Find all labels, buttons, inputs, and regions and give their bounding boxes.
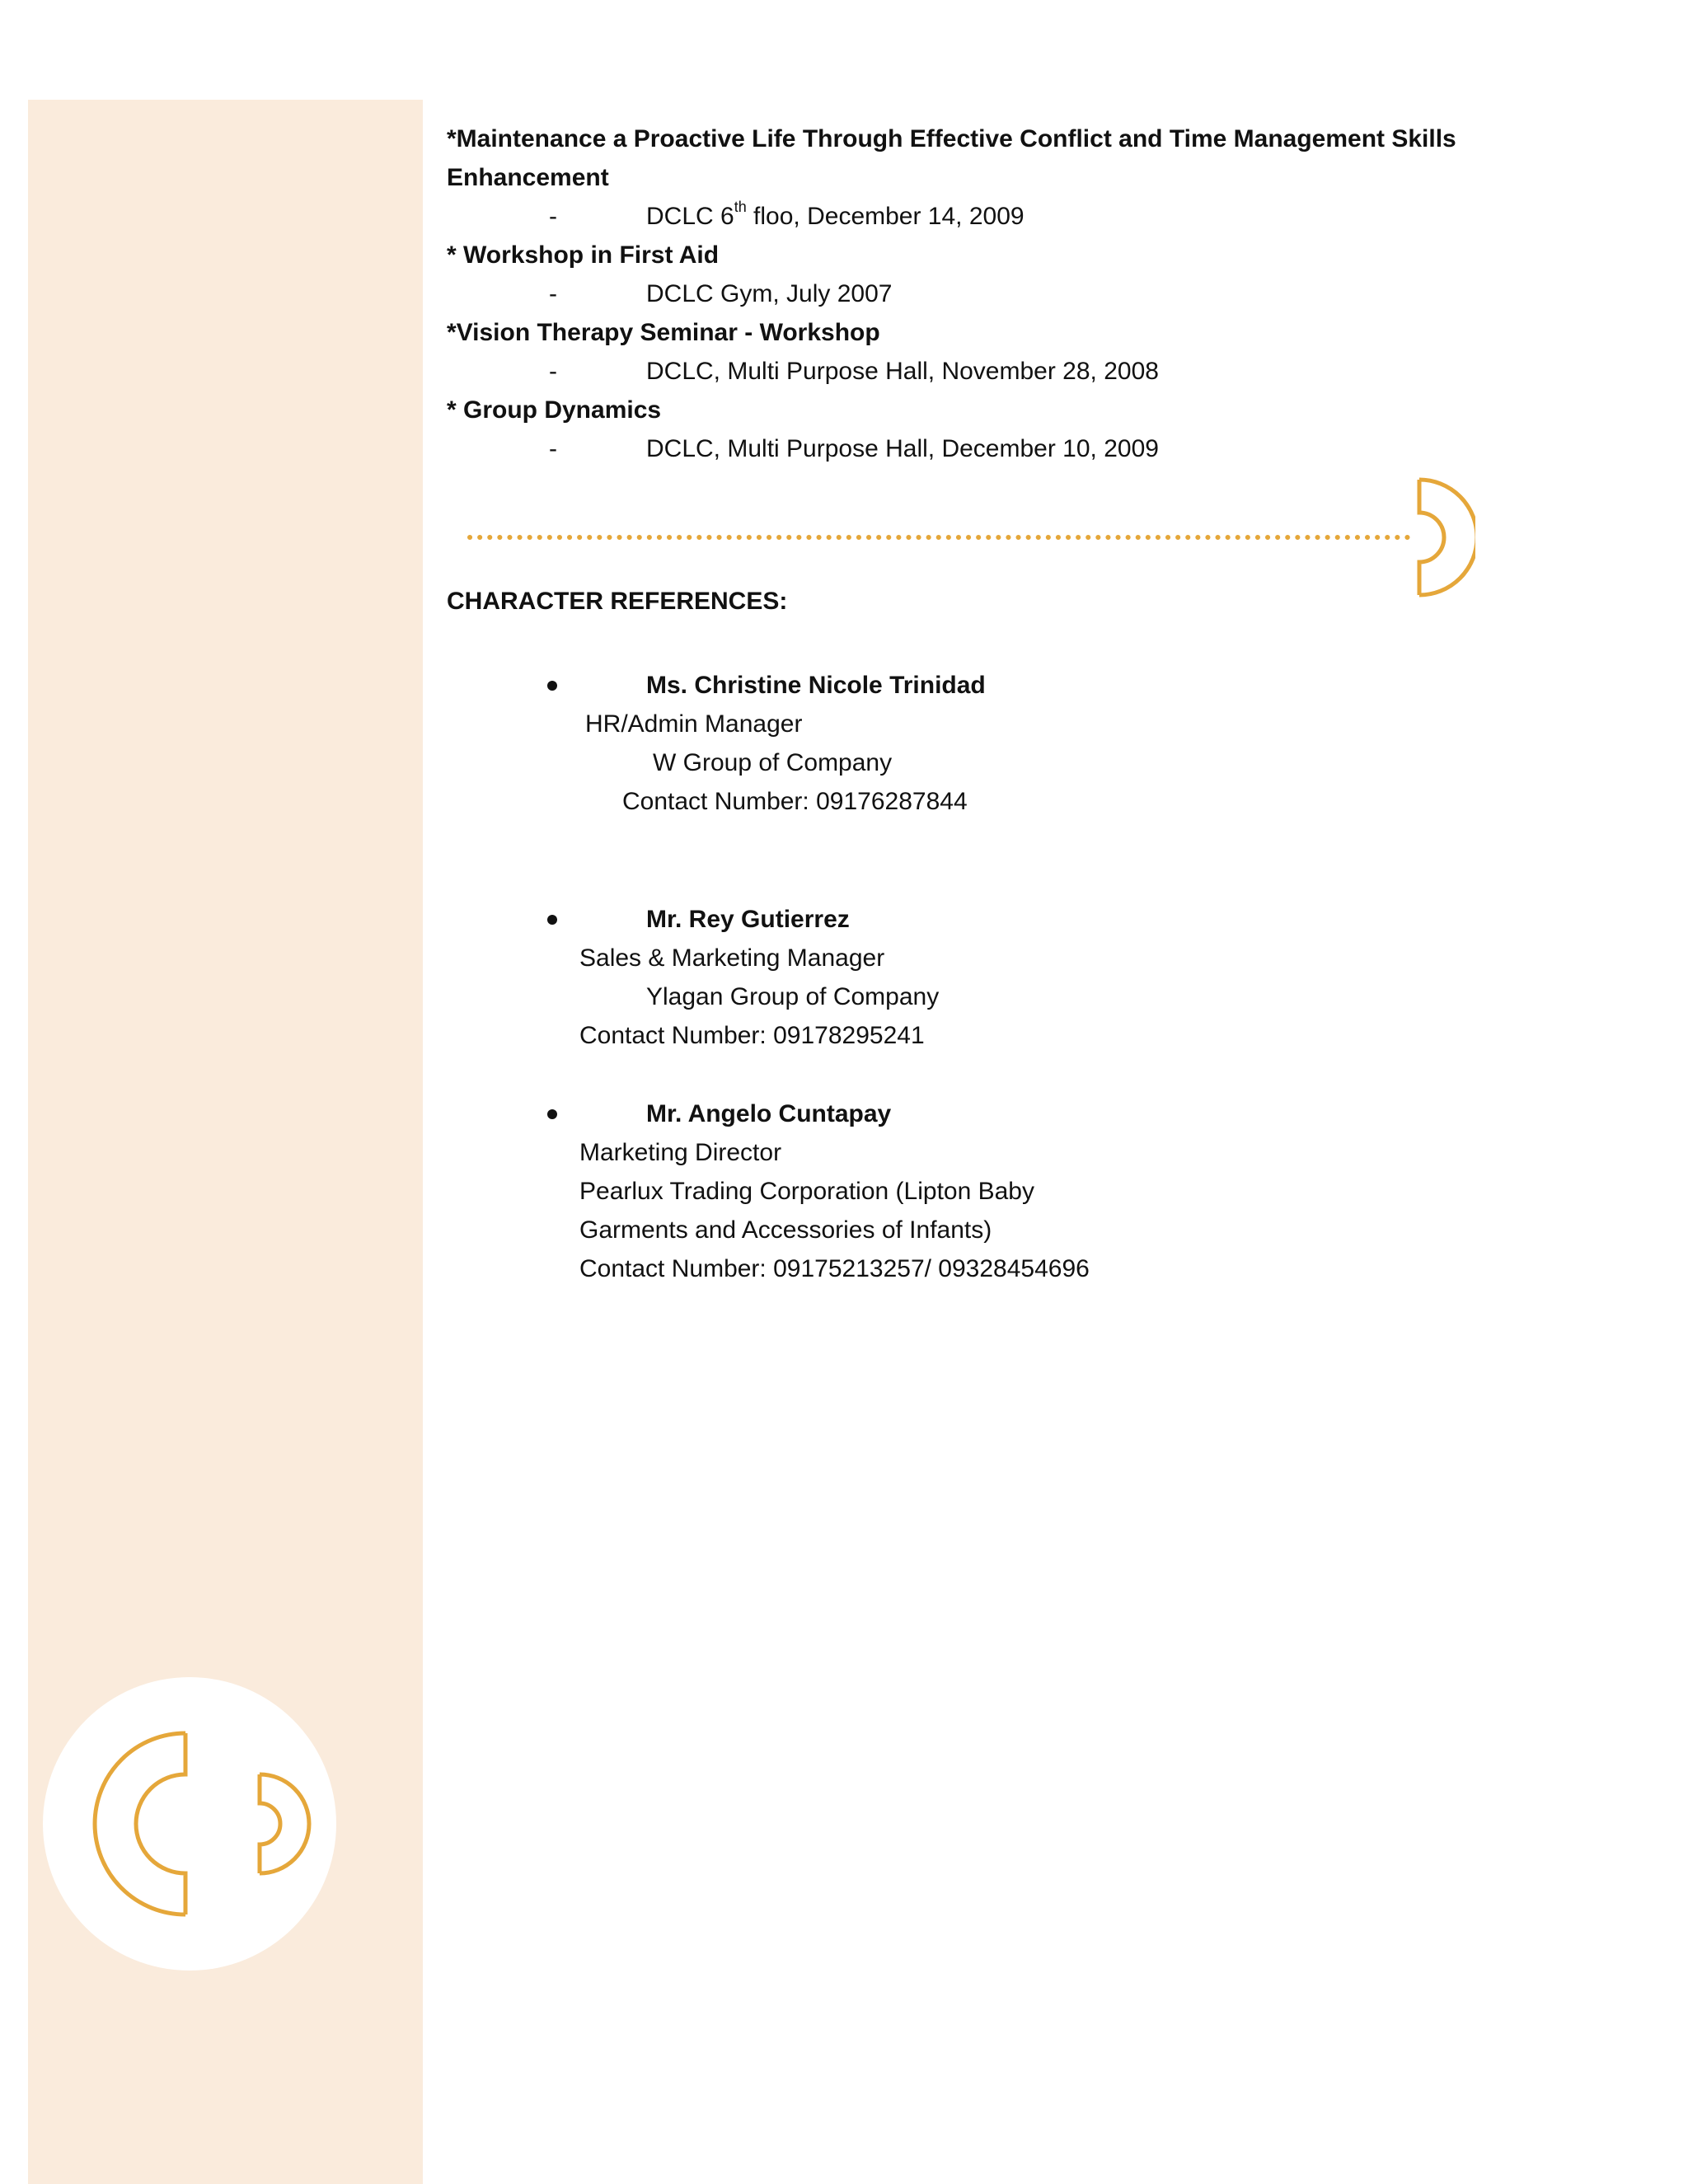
reference-company: Pearlux Trading Corporation (Lipton Baby [579, 1178, 1034, 1205]
detail-superscript: th [734, 199, 747, 215]
reference-contact: Contact Number: 09175213257/ 09328454696 [579, 1255, 1090, 1282]
training-title-continued: Enhancement [447, 164, 609, 191]
reference-name: Ms. Christine Nicole Trinidad [646, 672, 986, 699]
training-title: *Maintenance a Proactive Life Through Effective Conflict and Time Management Skills [447, 125, 1456, 152]
reference-contact: Contact Number: 09178295241 [579, 1022, 925, 1049]
reference-position: Marketing Director [579, 1139, 782, 1166]
trainings-section [447, 120, 1584, 468]
training-detail [447, 352, 1584, 391]
reference-position: HR/Admin Manager [585, 710, 803, 738]
training-title: * Group Dynamics [447, 396, 662, 424]
reference-name: Mr. Rey Gutierrez [646, 906, 850, 933]
detail-text: DCLC Gym, July 2007 [646, 280, 893, 307]
bullet-icon [547, 915, 557, 925]
reference-position: Sales & Marketing Manager [579, 944, 885, 972]
dash: - [549, 358, 557, 385]
training-detail [447, 197, 1584, 236]
detail-text: floo, December 14, 2009 [746, 203, 1025, 230]
reference-company: Ylagan Group of Company [646, 983, 940, 1010]
reference-contact: Contact Number: 09176287844 [622, 788, 968, 815]
reference-entry [447, 666, 1518, 821]
reference-entry [447, 900, 1518, 1055]
training-title: * Workshop in First Aid [447, 241, 720, 269]
training-detail [447, 274, 1584, 313]
logo-icon [41, 1675, 338, 1972]
dash: - [549, 203, 557, 230]
dash: - [549, 435, 557, 462]
training-detail [447, 429, 1584, 468]
training-title: *Vision Therapy Seminar - Workshop [447, 319, 880, 346]
dash: - [549, 280, 557, 307]
bullet-icon [547, 1109, 557, 1119]
detail-text: DCLC, Multi Purpose Hall, December 10, 2009 [646, 435, 1159, 462]
references-heading: CHARACTER REFERENCES: [447, 588, 788, 615]
reference-entry [447, 1094, 1518, 1288]
detail-text: DCLC 6 [646, 203, 734, 230]
reference-company: W Group of Company [653, 749, 893, 776]
reference-company-continued: Garments and Accessories of Infants) [579, 1216, 992, 1244]
detail-text: DCLC, Multi Purpose Hall, November 28, 2008 [646, 358, 1159, 385]
bullet-icon [547, 681, 557, 691]
section-divider [462, 475, 1475, 600]
reference-name: Mr. Angelo Cuntapay [646, 1100, 892, 1127]
